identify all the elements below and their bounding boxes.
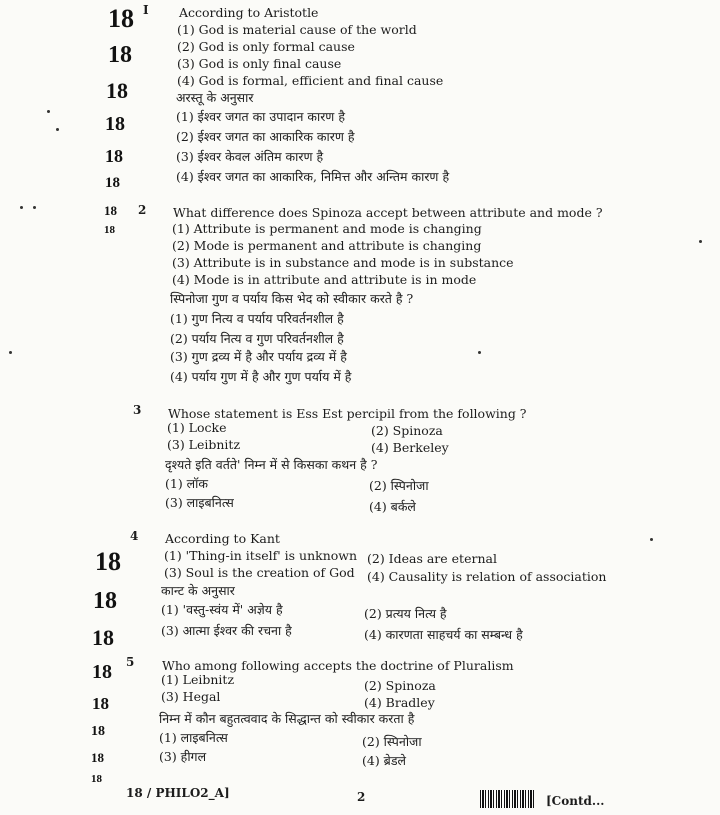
q2-stem-hi: स्पिनोजा गुण व पर्याय किस भेद को स्वीकार करते है ? — [170, 291, 414, 306]
question-number: 2 — [138, 203, 147, 217]
q3-option-hi: (4) बर्कले — [369, 499, 416, 514]
margin-mark: 18 — [105, 175, 120, 191]
q3-option-en: (2) Spinoza — [371, 423, 443, 438]
continued-label: [Contd... — [546, 794, 605, 808]
q1-option-hi: (2) ईश्वर जगत का आकारिक कारण है — [176, 129, 355, 144]
q4-stem-en: According to Kant — [165, 531, 280, 546]
q2-option-en: (2) Mode is permanent and attribute is changing — [172, 238, 482, 253]
q5-option-hi: (2) स्पिनोजा — [362, 734, 422, 749]
margin-mark: 18 — [108, 4, 134, 33]
question-number: 5 — [126, 655, 135, 669]
q5-option-en: (2) Spinoza — [364, 678, 436, 693]
question-number: I — [143, 3, 149, 17]
q5-option-en: (3) Hegal — [161, 689, 221, 704]
q2-option-hi: (2) पर्याय नित्य व गुण परिवर्तनशील है — [170, 331, 344, 346]
q4-option-en: (2) Ideas are eternal — [367, 551, 497, 566]
q2-option-hi: (3) गुण द्रव्य में है और पर्याय द्रव्य में है — [170, 349, 347, 364]
q3-stem-en: Whose statement is Ess Est percipil from the following ? — [168, 406, 527, 421]
q5-option-hi: (3) हीगल — [159, 749, 207, 764]
q5-option-hi: (4) ब्रेडले — [362, 753, 406, 768]
margin-mark: 18 — [108, 42, 132, 68]
margin-mark: 18 — [93, 588, 117, 614]
q1-stem-hi: अरस्तू के अनुसार — [176, 90, 254, 105]
margin-mark: 18 — [91, 750, 104, 765]
q1-option-en: (1) God is material cause of the world — [177, 22, 417, 37]
q2-stem-en: What difference does Spinoza accept between attribute and mode ? — [173, 205, 603, 220]
question-number: 4 — [130, 529, 139, 543]
q4-option-hi: (1) 'वस्तु-स्वंय में' अज्ञेय है — [161, 602, 283, 617]
q5-stem-hi: निम्न में कौन बहुतत्ववाद के सिद्धान्त को स्वीकार करता है — [159, 711, 415, 726]
q2-option-en: (1) Attribute is permanent and mode is changing — [172, 221, 482, 236]
q3-option-hi: (2) स्पिनोजा — [369, 478, 429, 493]
q3-stem-hi: दृश्यते इति वर्तते' निम्न में से किसका कथन है ? — [165, 457, 378, 472]
margin-mark: 18 — [95, 547, 121, 576]
q3-option-en: (4) Berkeley — [371, 440, 449, 455]
margin-mark: 18 — [105, 146, 123, 166]
q4-option-en: (1) 'Thing-in itself' is unknown — [164, 548, 358, 563]
q2-option-hi: (1) गुण नित्य व पर्याय परिवर्तनशील है — [170, 311, 344, 326]
q4-option-en: (4) Causality is relation of association — [367, 569, 607, 584]
question-number: 3 — [133, 403, 142, 417]
q4-option-hi: (3) आत्मा ईश्वर की रचना है — [161, 623, 292, 638]
q5-option-en: (1) Leibnitz — [161, 672, 235, 687]
q2-option-en: (4) Mode is in attribute and attribute is in mode — [172, 272, 477, 287]
q1-option-en: (4) God is formal, efficient and final cause — [177, 73, 444, 88]
margin-mark: 18 — [105, 113, 125, 135]
q1-option-hi: (4) ईश्वर जगत का आकारिक, निमित्त और अन्तिम कारण है — [176, 169, 450, 184]
margin-mark: 18 — [104, 203, 117, 218]
margin-mark: 18 — [92, 661, 112, 683]
q1-option-hi: (1) ईश्वर जगत का उपादान कारण है — [176, 109, 345, 124]
margin-mark: 18 — [92, 694, 109, 713]
q2-option-hi: (4) पर्याय गुण में है और गुण पर्याय में है — [170, 369, 352, 384]
q3-option-en: (1) Locke — [167, 420, 227, 435]
q3-option-hi: (1) लॉक — [165, 476, 208, 491]
q5-stem-en: Who among following accepts the doctrine of Pluralism — [162, 658, 514, 673]
q1-option-en: (2) God is only formal cause — [177, 39, 355, 54]
paper-code: 18 / PHILO2_A] — [126, 786, 230, 800]
barcode — [480, 790, 536, 808]
margin-mark: 18 — [91, 724, 105, 739]
q4-option-en: (3) Soul is the creation of God — [164, 565, 355, 580]
q4-option-hi: (2) प्रत्यय नित्य है — [364, 606, 447, 621]
q1-option-en: (3) God is only final cause — [177, 56, 342, 71]
q5-option-en: (4) Bradley — [364, 695, 435, 710]
margin-mark: 18 — [106, 78, 128, 103]
q4-option-hi: (4) कारणता साहचर्य का सम्बन्ध है — [364, 627, 523, 642]
margin-mark: 18 — [91, 773, 102, 785]
q5-option-hi: (1) लाइबनित्स — [159, 730, 228, 745]
q3-option-hi: (3) लाइबनित्स — [165, 495, 234, 510]
q4-stem-hi: कान्ट के अनुसार — [161, 583, 235, 598]
page-number: 2 — [357, 790, 366, 804]
margin-mark: 18 — [104, 224, 115, 236]
margin-mark: 18 — [92, 625, 114, 650]
q3-option-en: (3) Leibnitz — [167, 437, 241, 452]
q1-option-hi: (3) ईश्वर केवल अंतिम कारण है — [176, 149, 324, 164]
q2-option-en: (3) Attribute is in substance and mode is in substance — [172, 255, 514, 270]
q1-stem-en: According to Aristotle — [179, 5, 319, 20]
